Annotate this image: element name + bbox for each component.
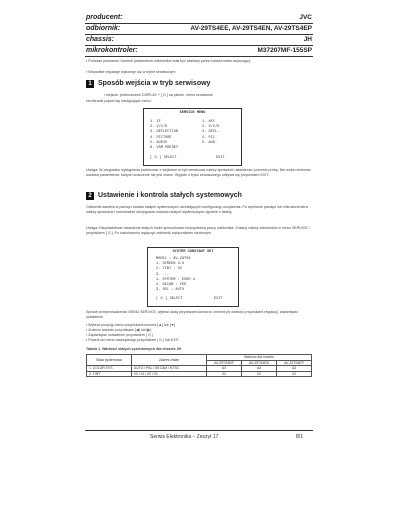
header-label-receiver: odbiornik: [86, 25, 121, 32]
table-cell: AUTO / PAL / SECAM / NTSC [132, 366, 207, 372]
menu-item: 2. V/C/D [150, 125, 168, 130]
service-menu-title: SERVICE MENU [179, 111, 206, 115]
bullet-item: ▪ Powrót do menu nadrzędnego przyciskiem [ ⏻ ] lub EXIT [86, 338, 179, 342]
system-constant-screen [147, 247, 239, 307]
constant-line: 3. ... [156, 272, 169, 277]
system-constant-title: SYSTEM CONSTANT SET [172, 250, 214, 254]
system-constant-lines [156, 257, 195, 293]
table-cell: A3 [207, 366, 242, 372]
header-divider [85, 34, 313, 35]
service-menu-items [150, 120, 178, 151]
section-title: Sposób wejścia w tryb serwisowy [98, 80, 211, 87]
service-menu-select: [ ⏻ ] SELECT [150, 156, 177, 160]
table-cell: 00 / 01 / 02 / 03 [132, 371, 207, 377]
menu-value: 5. AUD. [202, 140, 218, 145]
intro-bullet: ▪ Podczas pomiarów i kontroli parametrów odbiornika musi być zasilany przez transformator separujący [86, 59, 251, 63]
footer-publication: Serwis Elektronika – Zeszyt 17 [150, 434, 219, 440]
section2-bullets [86, 323, 312, 343]
table-header-cell: AV-29TS4EE [207, 360, 242, 366]
table-cell: 02 [277, 371, 312, 377]
table-header-cell: Stała systemowa [87, 355, 132, 366]
menu-value: 4. PIC. [202, 135, 218, 140]
menu-value: 1. AFC [202, 120, 215, 124]
system-constant-select: [ ⏻ ] SELECT [156, 297, 183, 301]
header-value-producer: JVC [299, 14, 312, 21]
menu-item: 1. IF [150, 120, 161, 124]
table-cell: 1. COLOR SYS [87, 366, 132, 372]
menu-value: 3. DEFL. [202, 130, 220, 135]
footer-divider [85, 430, 313, 431]
header-divider [85, 45, 313, 46]
section1-line: • wejście: jednocześnie DISPLAY + [ ⏻ ] na pilocie, menu serwisowe [104, 93, 213, 97]
section-title: Ustawienie i kontrola stałych systemowych [98, 192, 242, 199]
constant-line: 2. NICAM : YES [156, 283, 187, 288]
menu-value: 2. V/C/D [202, 125, 220, 130]
header-value-microcontroller: M37207MF-155SP [257, 47, 312, 54]
table-header-cell: Wartość dla modelu [207, 355, 312, 361]
header-value-receiver: AV-29TS4EE, AV-29TS4EN, AV-29TS4EP [190, 25, 312, 32]
constant-line: 1. SCREEN 4:3 [156, 262, 185, 267]
header-label-microcontroller: mikrokontroler: [86, 47, 138, 54]
section2-paragraph: Odbiornik zawiera w pamięci zestaw stałych systemowych określających konfigurację urządzenia. Po wymianie pamięci lub mikrokontrolera należy sprawdzić i ewentualnie skorygować wartości stałych systemowych zgodnie z tabelą. [86, 205, 308, 214]
table-cell: A3 [241, 366, 276, 372]
section-number: 2 [86, 192, 94, 200]
constant-line: 3. SEL : AUTO [156, 288, 185, 293]
header-value-chassis: JH [303, 36, 312, 43]
menu-item: 3. DEFLECTION [150, 130, 179, 135]
table-caption: Tabela 1. Wartości stałych systemowych dla chassis JH [86, 347, 182, 351]
table-header-cell: AV-29TS4EN [241, 360, 276, 366]
bullet-item: ▪ Wybrać pozycję menu przyciskami kursora [▲] lub [▼] [86, 323, 176, 327]
service-menu-screen [143, 108, 242, 166]
section1-line: Na ekranie pojawi się następujące menu: [86, 99, 152, 103]
section2-paragraph: Uwaga: Nieprawidłowe ustawienie stałych może spowodować niepoprawną pracę odbiornika. Zmiany należy zatwierdzić w menu SERVICE i przyciskiem [ ⏻ ]. Po zakończeniu wyłączyć odbiornik wyłącznikiem sieciowym. [86, 226, 310, 235]
system-constants-table [86, 354, 312, 377]
section2-paragraph: Sposób przeprowadzenia: MENU SERVICE, wybrać stałą przyciskami kursora i zmienić jej wartość przyciskami regulacji, zapamiętać ustawienie. [86, 310, 299, 319]
intro-bullet: ▪ Wszystkie regulacje wykonuje się w trybie serwisowym [86, 70, 176, 74]
table-header-cell: AV-29TS4EP [277, 360, 312, 366]
section1-note: Uwaga: W przypadku wystąpienia problemów z wejściem w tryb serwisowy należy sprawdzić ustawienia i ponowić próbę. Nie wolno zmieniać wartości parametrów, których znaczenie nie jest znane. Wyjście z trybu serwisowego odbywa się przyciskiem EXIT. [86, 168, 311, 177]
bullet-item: ▪ Zapamiętać ustawienie przyciskiem [ ⏻ ] [86, 333, 153, 337]
constant-line: 2. TINT : 02 [156, 267, 182, 272]
footer-page-number: 8/1 [296, 434, 303, 440]
menu-item: 4. PICTURE [150, 135, 172, 140]
section-number: 1 [86, 80, 94, 88]
table-header-cell: Zakres zmian [132, 355, 207, 366]
service-menu-values [202, 120, 219, 146]
table-cell: 02 [241, 371, 276, 377]
menu-item: 6. VSM PRESET [150, 146, 179, 151]
menu-item: 5. AUDIO [150, 140, 168, 145]
header-label-producer: producent: [86, 14, 123, 21]
constant-line: 1. SYSTEM : EURO 4 [156, 277, 195, 282]
header-label-chassis: chassis: [86, 36, 115, 43]
table-cell: A3 [277, 366, 312, 372]
constant-line: MODEL : AV-29TS4 [156, 257, 191, 261]
table-cell: 2. TINT [87, 371, 132, 377]
system-constant-exit: EXIT [214, 297, 223, 301]
header-divider [85, 23, 313, 24]
header-divider [85, 56, 313, 57]
table-row [87, 371, 312, 377]
table-cell: 02 [207, 371, 242, 377]
service-menu-exit: EXIT [216, 156, 225, 160]
bullet-item: ▪ Zmienić wartość przyciskami [◀] lub [▶] [86, 328, 152, 332]
